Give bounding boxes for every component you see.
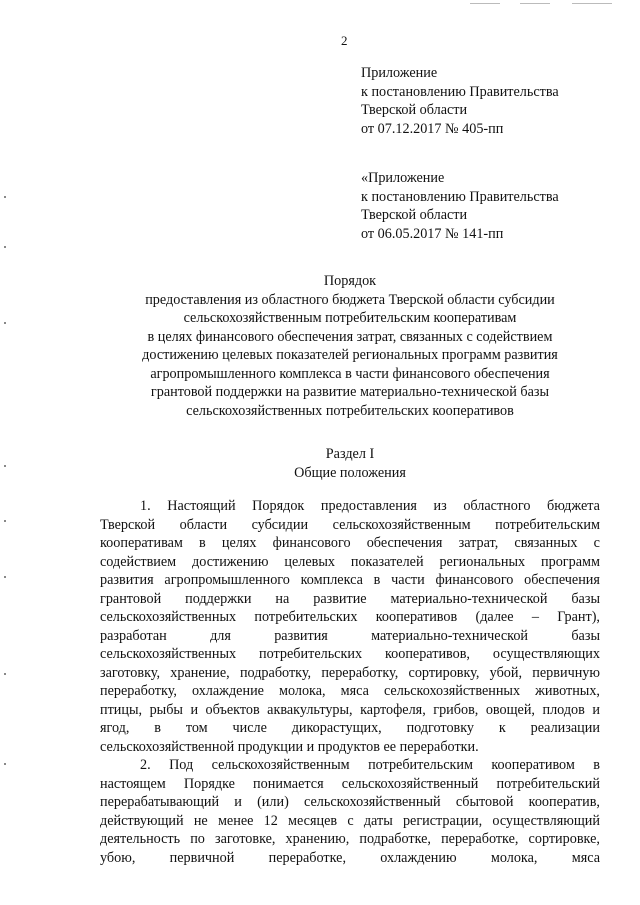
margin-mark bbox=[4, 465, 6, 467]
title-line: сельскохозяйственным потребительским кооперативам bbox=[183, 310, 517, 326]
paragraph-line: сельскохозяйственных потребительских кооперативов (далее – Грант), bbox=[100, 609, 600, 625]
title-line: достижению целевых показателей региональных программ развития bbox=[142, 347, 558, 363]
appendix-line: Тверской области bbox=[361, 102, 468, 118]
paragraph-line: заготовку, хранение, подработку, переработку, сортировку, убой, первичную bbox=[100, 664, 600, 681]
margin-mark bbox=[4, 763, 6, 765]
title-line: Порядок bbox=[323, 273, 377, 289]
appendix-line: Тверской области bbox=[361, 207, 468, 223]
document-title bbox=[100, 272, 600, 420]
paragraph-line: разработан для развития материально-технической базы bbox=[100, 627, 600, 644]
paragraph-line: сельскохозяйственных потребительских кооперативов, осуществляющих bbox=[100, 646, 600, 662]
appendix-line: от 07.12.2017 № 405-пп bbox=[361, 120, 504, 137]
appendix-line: «Приложение bbox=[361, 170, 445, 186]
paragraph-line: 1. Настоящий Порядок предоставления из областного бюджета bbox=[140, 498, 600, 514]
margin-mark bbox=[4, 673, 6, 675]
title-line: предоставления из областного бюджета Тверской области субсидии bbox=[145, 291, 555, 308]
title-line: в целях финансового обеспечения затрат, связанных с содействием bbox=[147, 328, 553, 345]
margin-mark bbox=[4, 196, 6, 198]
section-heading bbox=[100, 445, 600, 482]
title-line: сельскохозяйственных потребительских кооперативов bbox=[186, 402, 514, 419]
paragraph-line: 2. Под сельскохозяйственным потребительским кооперативом в bbox=[140, 757, 600, 773]
paragraph-line: грантовой поддержки на развитие материально-технической базы bbox=[100, 590, 600, 607]
title-line: грантовой поддержки на развитие материально-технической базы bbox=[150, 384, 550, 400]
appendix-line: к постановлению Правительства bbox=[361, 188, 559, 205]
appendix-line: к постановлению Правительства bbox=[361, 83, 559, 100]
scan-artifact bbox=[572, 3, 612, 4]
paragraph-line: кооперативам в целях финансового обеспечения затрат, связанных с bbox=[100, 535, 600, 551]
paragraph-line: ягод, в том числе дикорастущих, подготовку к реализации bbox=[100, 720, 600, 736]
section-name: Общие положения bbox=[294, 464, 406, 481]
margin-mark bbox=[4, 520, 6, 522]
paragraph-line: содействием достижению целевых показателей региональных программ bbox=[100, 553, 600, 570]
appendix-line: от 06.05.2017 № 141-пп bbox=[361, 225, 504, 242]
title-line: агропромышленного комплекса в части финансового обеспечения bbox=[150, 365, 550, 382]
page-number: 2 bbox=[341, 33, 348, 48]
paragraph-line: убою, первичной переработке, охлаждению молока, мяса bbox=[100, 849, 600, 866]
paragraph-line: перерабатывающий и (или) сельскохозяйственный сбытовой кооператив, bbox=[100, 794, 600, 810]
appendix-original-header bbox=[361, 169, 559, 243]
margin-mark bbox=[4, 322, 6, 324]
margin-mark bbox=[4, 576, 6, 578]
body-text bbox=[100, 497, 600, 867]
scan-artifact bbox=[520, 3, 550, 4]
paragraph-line: развития агропромышленного комплекса в части финансового обеспечения bbox=[100, 572, 600, 588]
scan-artifact bbox=[470, 3, 500, 4]
paragraph-line: птицы, рыбы и объектов аквакультуры, картофеля, грибов, овощей, плодов и bbox=[100, 701, 600, 718]
appendix-line: Приложение bbox=[361, 65, 438, 81]
section-number: Раздел I bbox=[325, 446, 375, 462]
paragraph-line: действующий не менее 12 месяцев с даты регистрации, осуществляющий bbox=[100, 812, 600, 829]
margin-mark bbox=[4, 246, 6, 248]
paragraph-line: переработку, охлаждение молока, мяса сельскохозяйственных животных, bbox=[100, 683, 600, 699]
appendix-current-header bbox=[361, 64, 559, 138]
paragraph-line: сельскохозяйственной продукции и продуктов ее переработки. bbox=[100, 738, 479, 755]
paragraph-line: настоящем Порядке понимается сельскохозяйственный потребительский bbox=[100, 775, 600, 792]
paragraph-line: Тверской области субсидии сельскохозяйственным потребительским bbox=[100, 516, 600, 533]
paragraph-line: деятельность по заготовке, хранению, подработке, переработке, сортировке, bbox=[100, 831, 600, 847]
